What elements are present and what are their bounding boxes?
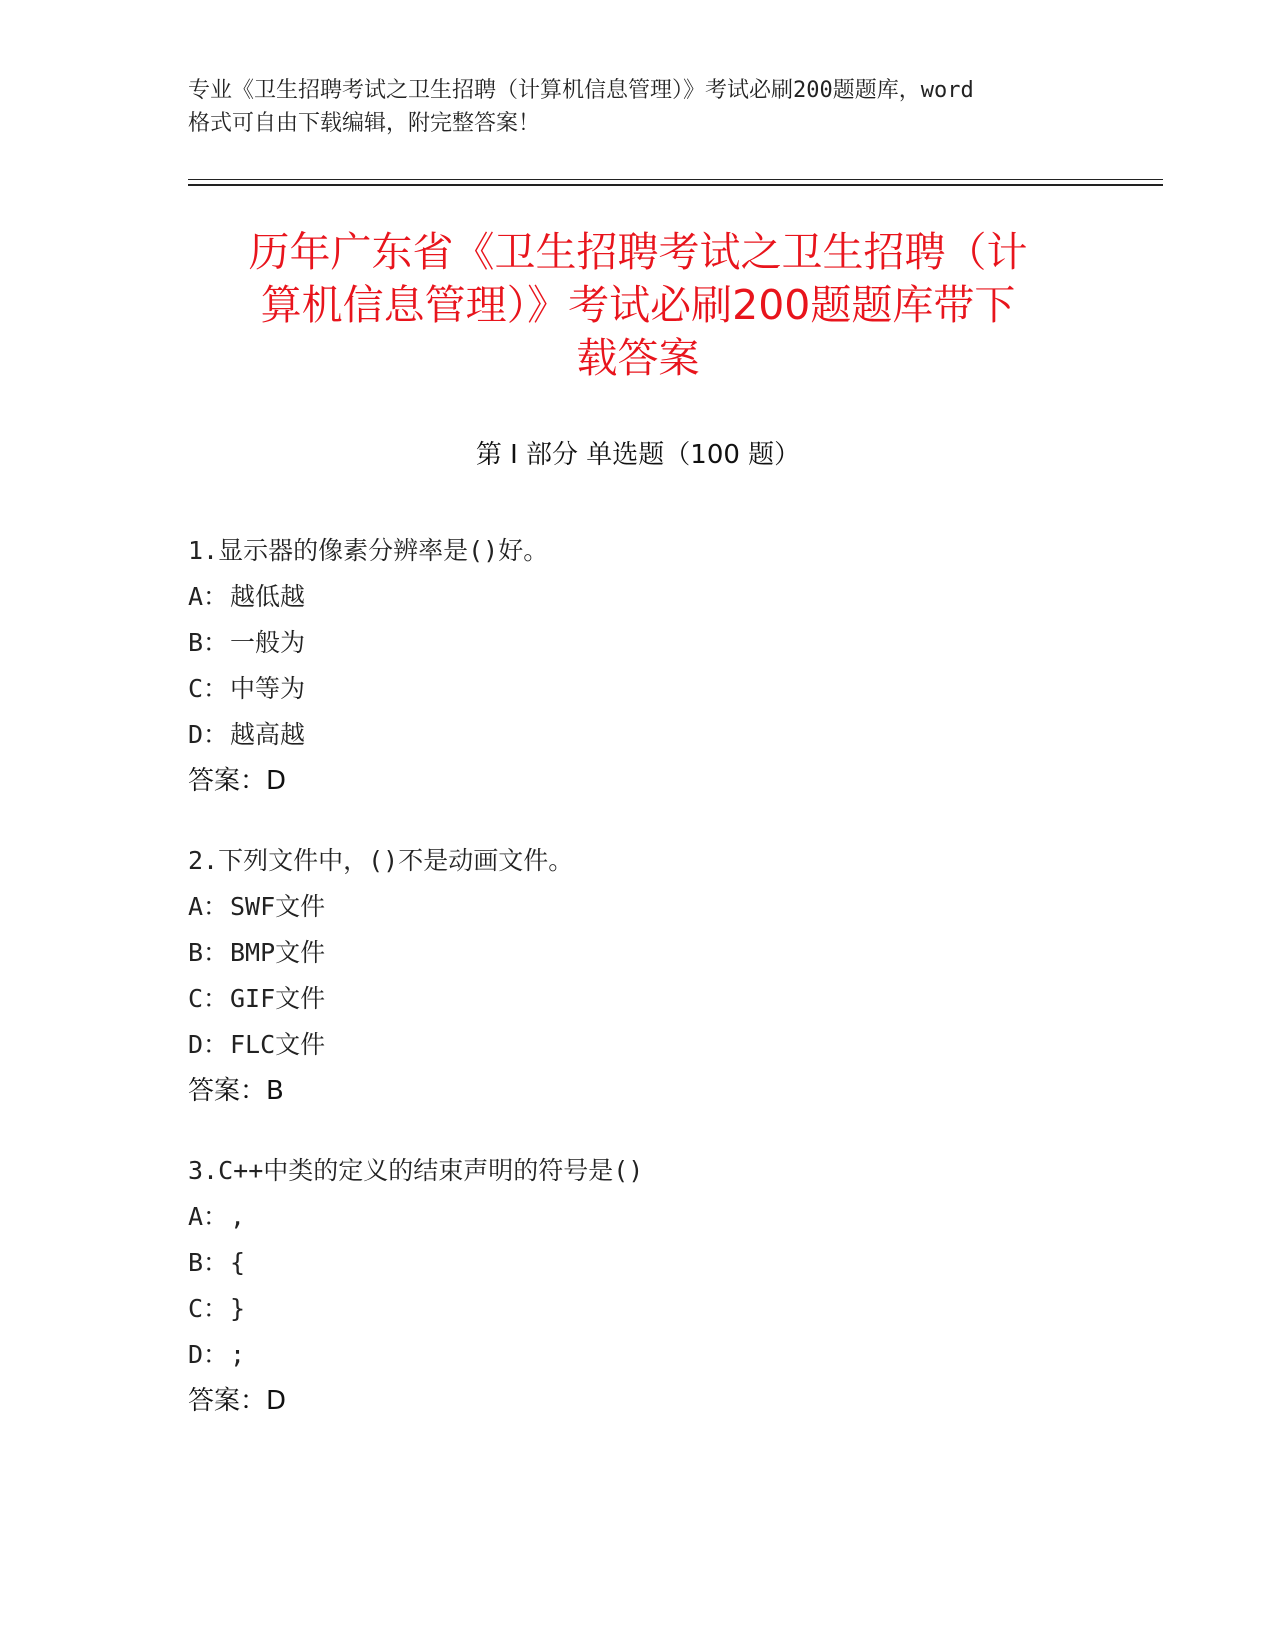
option-text: ,: [230, 1202, 246, 1231]
option-key: D：: [188, 720, 229, 749]
option-text: 越低越: [230, 582, 306, 611]
answer-line: 答案：B: [188, 1076, 284, 1106]
option-key: C：: [188, 1294, 229, 1323]
option-text: 越高越: [230, 720, 306, 749]
option-text: 中等为: [230, 674, 306, 703]
question-stem: 3.C++中类的定义的结束声明的符号是(): [188, 1156, 644, 1185]
option-d: [188, 1332, 1088, 1378]
answer-line: 答案：D: [188, 1386, 287, 1416]
header-note-line-2: 格式可自由下载编辑，附完整答案！: [188, 111, 541, 136]
option-text: {: [230, 1248, 246, 1277]
option-key: C：: [188, 674, 229, 703]
option-key: A：: [188, 1202, 229, 1231]
option-text: 一般为: [230, 628, 306, 657]
option-a: [188, 884, 1088, 930]
option-a: [188, 1194, 1088, 1240]
option-key: B：: [188, 1248, 229, 1277]
option-key: B：: [188, 938, 229, 967]
option-key: D：: [188, 1030, 229, 1059]
header-rule-thick: [188, 184, 1163, 186]
title-line-2: 算机信息管理）》考试必刷200题题库带下: [260, 281, 1016, 329]
option-d: [188, 712, 1088, 758]
document-title: [188, 226, 1088, 385]
title-line-3: 载答案: [576, 334, 700, 382]
option-text: }: [230, 1294, 246, 1323]
option-c: [188, 666, 1088, 712]
option-b: [188, 620, 1088, 666]
option-key: B：: [188, 628, 229, 657]
header-rule-thin: [188, 179, 1163, 180]
option-key: C：: [188, 984, 229, 1013]
answer-line: 答案：D: [188, 766, 287, 796]
header-note: [188, 74, 1088, 140]
option-text: ;: [230, 1340, 246, 1369]
option-text: FLC文件: [230, 1030, 326, 1059]
option-b: [188, 1240, 1088, 1286]
option-text: BMP文件: [230, 938, 326, 967]
question-item: [188, 1148, 1088, 1424]
option-key: A：: [188, 582, 229, 611]
question-stem: 1.显示器的像素分辨率是()好。: [188, 536, 549, 565]
header-note-line-1: 专业《卫生招聘考试之卫生招聘（计算机信息管理）》考试必刷200题题库，word: [188, 78, 974, 103]
option-c: [188, 976, 1088, 1022]
question-item: [188, 528, 1088, 804]
option-c: [188, 1286, 1088, 1332]
option-b: [188, 930, 1088, 976]
question-item: [188, 838, 1088, 1114]
option-text: SWF文件: [230, 892, 326, 921]
question-stem: 2.下列文件中，()不是动画文件。: [188, 846, 574, 875]
option-key: A：: [188, 892, 229, 921]
question-list: [188, 528, 1088, 1458]
option-d: [188, 1022, 1088, 1068]
option-a: [188, 574, 1088, 620]
section-heading: 第 I 部分 单选题（100 题）: [475, 440, 801, 470]
option-key: D：: [188, 1340, 229, 1369]
option-text: GIF文件: [230, 984, 326, 1013]
title-line-1: 历年广东省《卫生招聘考试之卫生招聘（计: [248, 228, 1028, 276]
